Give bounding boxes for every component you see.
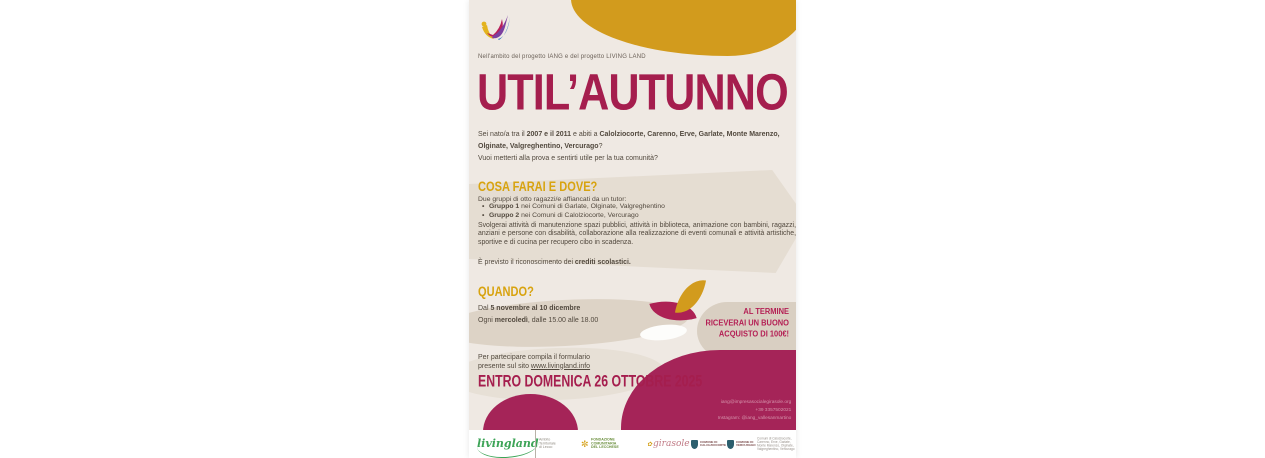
cosa-paragraph: Svolgerai attività di manutenzione spazi pubblici, attività in biblioteca, animazione con bambini, ragazzi, anziani e persone con disabilità, collaborazione alla realizzazione di eventi comunali e attività artistiche, sportive e di cucina per recupero cibo in scadenza. xyxy=(478,222,796,246)
gold-blob-shape xyxy=(571,0,796,56)
participate-line1: Per partecipare compila il formulario xyxy=(478,354,591,361)
bullet-item-gruppo2 xyxy=(482,212,782,221)
credits-text: È previsto il riconoscimento dei crediti scolastici. xyxy=(478,259,631,266)
fondazione-line: DEL LECCHESE xyxy=(590,445,619,450)
voucher-line: ACQUISTO DI 100€! xyxy=(718,328,789,339)
crest-line: VERCURAGO xyxy=(736,444,756,448)
intro-text: Sei nato/a tra il 2007 e il 2011 e abiti a Calolziocorte, Carenno, Erve, Garlate, Monte Marenzo, Olginate, Valgreghentino, Vercurago? Vuoi metterti alla prova e sentirti utile per la tua comunità? xyxy=(478,131,780,162)
contact-email: iang@impresasocialegirasole.org xyxy=(720,399,791,405)
livingland-logo: livingland xyxy=(477,430,539,458)
partner-line: Carenno, Erve, Garlate, xyxy=(757,440,791,444)
partner-line: Monte Marenzo, Olginate, xyxy=(757,444,794,448)
voucher-line: RICEVERAI UN BUONO xyxy=(705,317,789,328)
livingland-link[interactable]: www.livingland.info xyxy=(530,362,591,370)
iang-logo-graphic xyxy=(478,9,512,47)
bullet-text: Gruppo 1 nei Comuni di Garlate, Olginate, Valgreghentino xyxy=(489,203,665,210)
fondazione-line: COMUNITARIA xyxy=(590,442,616,446)
contact-instagram: Instagram: @iang_vallesanmartino xyxy=(717,415,791,421)
girasole-wordmark: girasole xyxy=(653,439,690,449)
section-heading-cosa: COSA FARAI E DOVE? xyxy=(478,178,598,195)
iang-logo xyxy=(478,9,512,47)
bullet-icon: • xyxy=(482,203,485,210)
quando-dates: Dal 5 novembre al 10 dicembre xyxy=(478,305,581,312)
poster xyxy=(469,0,796,458)
crest-line: COMUNE DI xyxy=(700,440,718,444)
partner-line: Valgreghentino, Vercurago xyxy=(757,447,795,451)
bullet-text: Gruppo 2 nei Comuni di Calolziocorte, Vercurago xyxy=(489,211,639,219)
fondazione-icon: ✼ xyxy=(581,438,589,449)
cosa-bullet-list xyxy=(482,203,782,220)
quando-hours: Ogni mercoledì, dalle 15.00 alle 18.00 xyxy=(478,317,599,324)
deadline-text: ENTRO DOMENICA 26 OTTOBRE 2025 xyxy=(478,372,703,391)
fondazione-lecchese-logo xyxy=(581,430,637,458)
crest-line: CALOLZIOCORTE xyxy=(700,444,727,448)
crest-line: COMUNE DI xyxy=(736,440,754,444)
sunflower-icon: ✿ xyxy=(647,440,653,448)
voucher-line: AL TERMINE xyxy=(743,306,789,317)
footer-logos-bar xyxy=(469,430,796,458)
bullet-icon: • xyxy=(482,211,485,219)
cosa-lead-text: Due gruppi di otto ragazzi/e affiancati da un tutor: xyxy=(478,196,627,203)
project-line: Nell'ambito del progetto IANG e del progetto LIVING LAND xyxy=(478,54,646,60)
ambito-territoriale-logo xyxy=(535,430,567,458)
ambito-line: Ambito xyxy=(539,438,551,442)
participate-text xyxy=(478,354,590,371)
bullet-item-gruppo1 xyxy=(482,203,782,212)
ambito-line: Territoriale xyxy=(539,442,556,446)
section-heading-quando: QUANDO? xyxy=(478,283,534,300)
girasole-logo xyxy=(647,430,690,458)
shield-icon xyxy=(691,440,698,449)
partner-line: Comuni di Calolziocorte, xyxy=(757,437,792,441)
fondazione-line: FONDAZIONE xyxy=(590,438,615,442)
partner-comuni-list xyxy=(757,436,795,452)
contact-info xyxy=(717,398,791,422)
voucher-text xyxy=(692,306,789,340)
contact-phone: +39 3357502021 xyxy=(755,407,791,413)
shield-icon xyxy=(727,440,734,449)
poster-title: UTIL’AUTUNNO xyxy=(477,64,788,122)
ambito-line: di Lecco xyxy=(539,445,553,450)
participate-line2: presente sul sito xyxy=(478,362,531,370)
